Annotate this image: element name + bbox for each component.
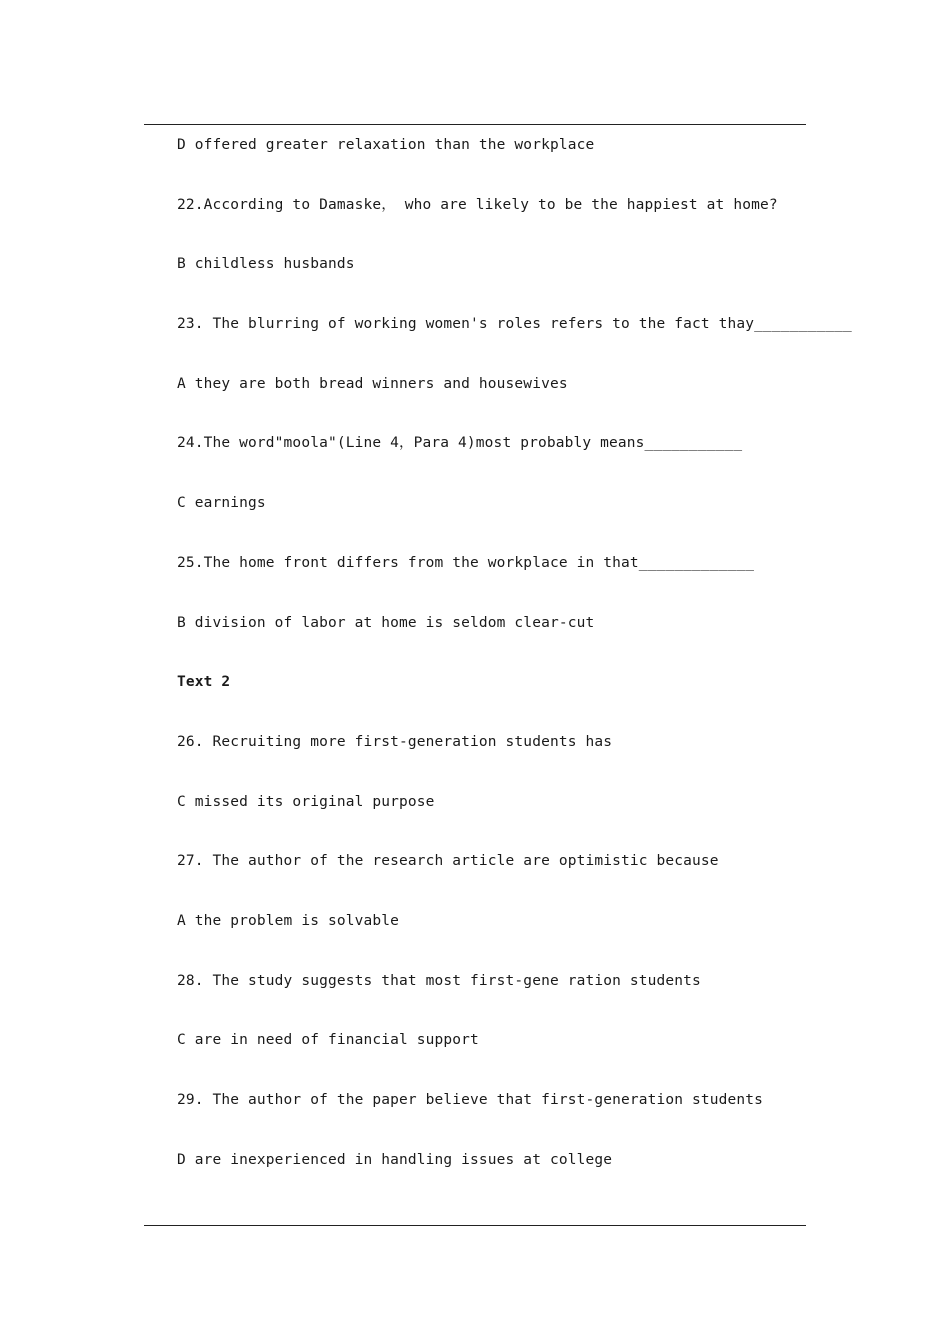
question-23: 23. The blurring of working women's roles refers to the fact thay___________ <box>177 316 852 333</box>
answer-26-c: C missed its original purpose <box>177 793 435 810</box>
header-rule <box>144 124 806 125</box>
answer-24-c: C earnings <box>177 495 266 512</box>
question-22: 22.According to Damaske， who are likely to be the happiest at home? <box>177 196 778 213</box>
footer-rule <box>144 1225 806 1226</box>
answer-22-b: B childless husbands <box>177 256 355 273</box>
section-heading-text-2: Text 2 <box>177 674 231 691</box>
answer-27-a: A the problem is solvable <box>177 912 399 929</box>
answer-23-a: A they are both bread winners and housewives <box>177 375 568 392</box>
answer-25-b: B division of labor at home is seldom clear-cut <box>177 614 595 631</box>
question-29: 29. The author of the paper believe that first-generation students <box>177 1092 764 1108</box>
question-28: 28. The study suggests that most first-gene ration students <box>177 972 701 989</box>
question-24: 24.The word"moola"(Line 4，Para 4)most probably means___________ <box>177 435 743 452</box>
question-26: 26. Recruiting more first-generation students has <box>177 733 613 750</box>
question-25: 25.The home front differs from the workplace in that_____________ <box>177 554 755 571</box>
answer-21-d: D offered greater relaxation than the workplace <box>177 137 595 153</box>
document-body <box>177 134 852 1208</box>
question-27: 27. The author of the research article are optimistic because <box>177 853 719 870</box>
answer-29-d: D are inexperienced in handling issues at college <box>177 1151 613 1168</box>
answer-28-c: C are in need of financial support <box>177 1032 479 1049</box>
